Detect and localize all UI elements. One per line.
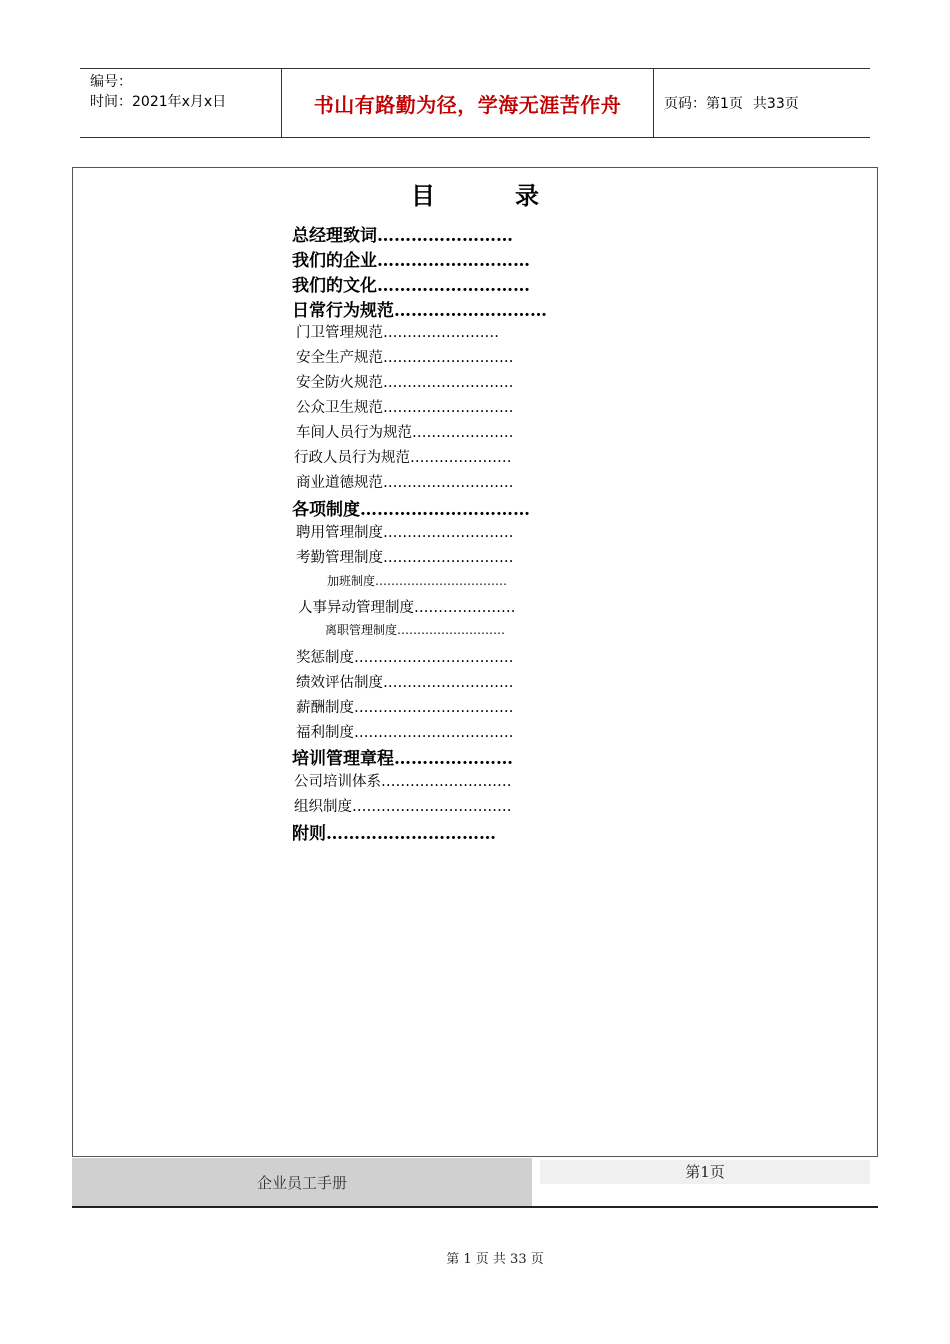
toc-item: 总经理致词…………………… [292,226,513,246]
header-motto: 书山有路勤为径，学海无涯苦作舟 [282,69,654,137]
toc-item: 车间人员行为规范………………… [296,425,514,441]
header-meta [80,69,282,137]
toc-item: 门卫管理规范…………………… [296,325,499,341]
number-label: 编号： [90,74,132,90]
toc-item: 附则………………………… [292,824,496,844]
toc-item: 公司培训体系……………………… [294,774,512,790]
toc-item: 组织制度…………………………… [294,799,512,815]
time-label: 时间：2021年x月x日 [90,94,227,110]
toc-item: 薪酬制度…………………………… [296,700,514,716]
toc-item: 公众卫生规范……………………… [296,400,514,416]
header-page-info [654,69,870,137]
footer-divider [72,1206,878,1208]
toc-item: 我们的企业……………………… [292,251,530,271]
toc-item: 考勤管理制度……………………… [296,550,514,566]
toc-item: 我们的文化……………………… [292,276,530,296]
header-page-current: 页码：第1页 [664,96,743,112]
document-header [80,68,870,138]
page-number: 第 1 页 共 33 页 [446,1252,544,1267]
toc-item: 安全防火规范……………………… [296,375,514,391]
toc-item: 日常行为规范……………………… [292,301,547,321]
toc-item: 人事异动管理制度………………… [298,600,516,616]
footer-title: 企业员工手册 [72,1158,532,1206]
header-page-total: 共33页 [752,96,799,112]
toc-title: 目录 [411,181,619,210]
toc-item: 福利制度…………………………… [296,725,514,741]
toc-item: 聘用管理制度……………………… [296,525,514,541]
toc-item: 行政人员行为规范………………… [294,450,512,466]
footer-page: 第1页 [540,1160,870,1184]
toc-item: 安全生产规范……………………… [296,350,514,366]
toc-item: 绩效评估制度……………………… [296,675,514,691]
toc-item: 加班制度…………………………… [327,574,508,588]
toc-item: 奖惩制度…………………………… [296,650,514,666]
toc-item: 商业道德规范……………………… [296,475,514,491]
toc-item: 离职管理制度……………………… [325,623,506,637]
toc-item: 各项制度………………………… [292,500,530,520]
toc-item: 培训管理章程………………… [292,749,513,769]
